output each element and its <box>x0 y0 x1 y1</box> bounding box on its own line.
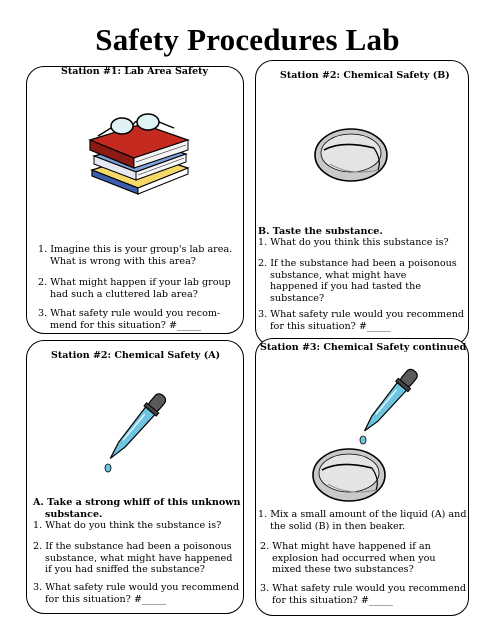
question-text: if you had sniffed the substance? <box>45 564 205 576</box>
question-heading: B. Taste the substance. <box>258 226 383 237</box>
eyedropper-icon <box>350 362 420 448</box>
question-text: for this situation? #_____ <box>272 594 393 606</box>
station-2b-header: Station #2: Chemical Safety (B) <box>280 70 450 81</box>
station-1-header: Station #1: Lab Area Safety <box>61 66 209 77</box>
station-2b-heading <box>258 226 383 238</box>
question-heading: A. Take a strong whiff of this unknown <box>33 497 241 508</box>
question-text: mixed these two substances? <box>272 564 414 576</box>
question-text: happened if you had tasted the <box>270 281 422 293</box>
station-2b-question-2 <box>258 258 457 304</box>
station-1-question-1 <box>38 244 232 267</box>
question-text: substance, what might have <box>270 269 407 281</box>
evaporating-dish-icon <box>312 126 392 186</box>
eyedropper-icon <box>94 386 170 476</box>
station-2a-question-1 <box>33 520 221 532</box>
question-text: for this situation? #_____ <box>270 320 391 332</box>
question-text: mend for this situation? #_____ <box>50 319 202 331</box>
station-2a-question-2 <box>33 541 232 576</box>
question-text: 1. Mix a small amount of the liquid (A) and <box>258 509 467 520</box>
evaporating-dish-icon <box>310 446 390 506</box>
station-3-question-1 <box>258 509 466 532</box>
station-1-question-3 <box>38 308 220 331</box>
question-text: 1. What do you think this substance is? <box>258 237 449 248</box>
question-heading: substance. <box>45 508 103 520</box>
question-text: 3. What safety rule would you recommend <box>258 309 465 320</box>
station-3-question-3 <box>260 583 466 606</box>
question-text: for this situation? #_____ <box>45 593 166 605</box>
station-2b-question-3 <box>258 309 464 332</box>
station-2a-header: Station #2: Chemical Safety (A) <box>51 350 221 361</box>
question-text: 3. What safety rule would you recom- <box>38 308 221 319</box>
question-text: 3. What safety rule would you recommend <box>260 583 467 594</box>
station-2b-question-1 <box>258 237 449 249</box>
question-text: 2. What might happen if your lab group <box>38 277 231 288</box>
question-text: substance, what might have happened <box>45 552 233 564</box>
question-text: substance? <box>270 292 325 304</box>
question-text: 2. What might have happened if an <box>260 541 431 552</box>
question-text: What is wrong with this area? <box>50 255 196 267</box>
station-2a-heading <box>33 497 240 520</box>
question-text: 3. What safety rule would you recommend <box>33 582 240 593</box>
question-text: had such a cluttered lab area? <box>50 288 198 300</box>
question-text: explosion had occurred when you <box>272 552 436 564</box>
books-with-glasses-icon <box>84 110 194 195</box>
question-text: 1. Imagine this is your group's lab area. <box>38 244 233 255</box>
station-3-header: Station #3: Chemical Safety continued <box>260 342 467 353</box>
station-1-question-2 <box>38 277 231 300</box>
question-text: 2. If the substance had been a poisonous <box>33 541 232 552</box>
station-3-question-2 <box>260 541 436 576</box>
page-title: Safety Procedures Lab <box>95 22 400 57</box>
question-text: 1. What do you think the substance is? <box>33 520 222 531</box>
station-2a-question-3 <box>33 582 239 605</box>
question-text: the solid (B) in then beaker. <box>270 520 406 532</box>
question-text: 2. If the substance had been a poisonous <box>258 258 457 269</box>
